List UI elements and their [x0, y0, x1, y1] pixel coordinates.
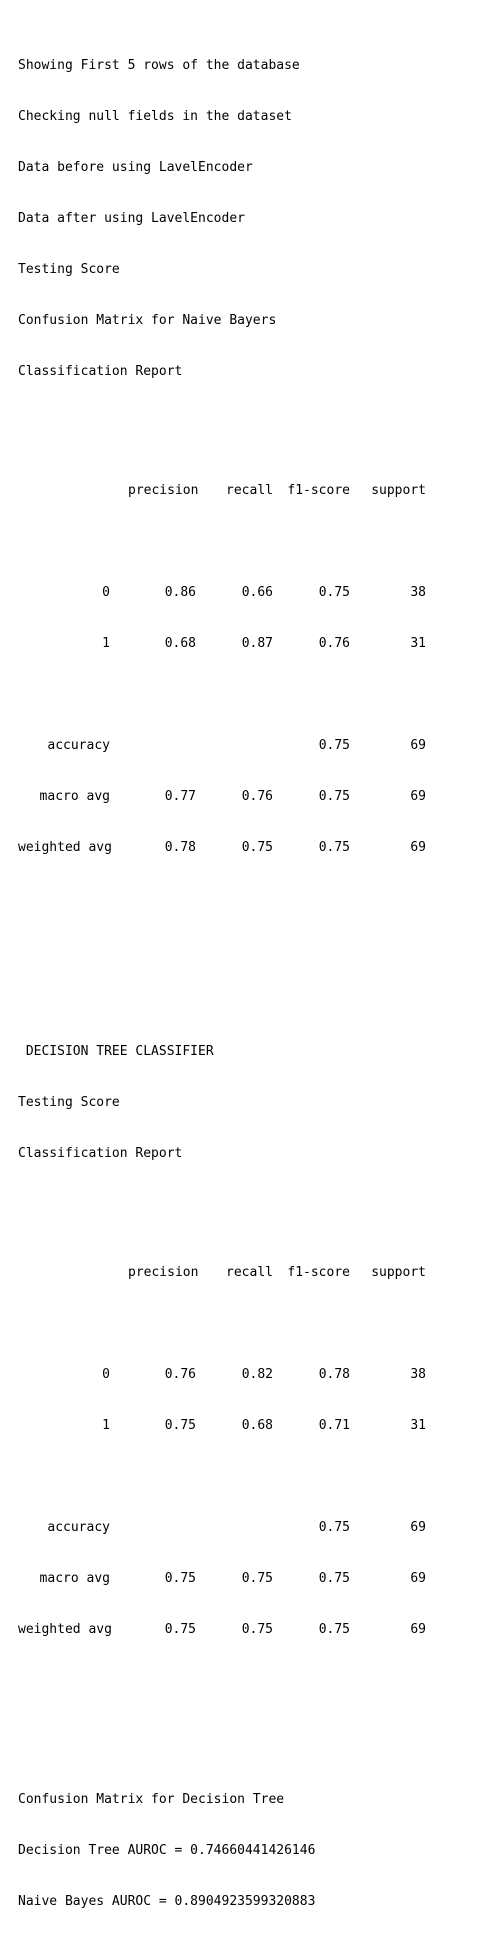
row-precision: 0.86 [164, 585, 196, 600]
row-precision: 0.75 [164, 1571, 196, 1586]
row-precision: 0.68 [164, 636, 196, 651]
output-line-checking-null: Checking null fields in the dataset [18, 109, 292, 124]
output-line-confusion-matrix-nb: Confusion Matrix for Naive Bayers [18, 313, 277, 328]
row-f1-score: 0.75 [318, 1622, 350, 1637]
report-row-class-1 [18, 1417, 502, 1434]
row-label: 1 [102, 636, 110, 651]
report-row-accuracy [18, 1519, 502, 1536]
output-line-testing-score: Testing Score [18, 1095, 120, 1110]
blank-line [18, 533, 502, 550]
report-row-weighted-avg [18, 1621, 502, 1638]
output-line-classification-report: Classification Report [18, 1146, 183, 1161]
output-line-confusion-matrix-dt: Confusion Matrix for Decision Tree [18, 1792, 285, 1807]
row-recall: 0.75 [241, 1571, 273, 1586]
header-support: support [371, 1265, 426, 1280]
blank-line [18, 1468, 502, 1485]
row-label: macro avg [39, 789, 110, 804]
row-f1-score: 0.75 [318, 789, 350, 804]
header-support: support [371, 483, 426, 498]
output-line-classification-report: Classification Report [18, 364, 183, 379]
naive-bayes-report [18, 448, 502, 890]
row-recall: 0.75 [241, 1622, 273, 1637]
row-support: 38 [410, 585, 426, 600]
header-recall: recall [226, 1265, 273, 1280]
blank-line [18, 686, 502, 703]
report-row-class-0 [18, 1366, 502, 1383]
header-recall: recall [226, 483, 273, 498]
row-f1-score: 0.75 [318, 840, 350, 855]
row-recall: 0.66 [241, 585, 273, 600]
row-label: 0 [102, 585, 110, 600]
row-recall: 0.68 [241, 1418, 273, 1433]
row-support: 69 [410, 1571, 426, 1586]
row-label: weighted avg [18, 840, 112, 855]
report-row-accuracy [18, 737, 502, 754]
row-label: 1 [102, 1418, 110, 1433]
output-line-decision-tree-header: DECISION TREE CLASSIFIER [18, 1044, 214, 1059]
output-line-testing-score: Testing Score [18, 262, 120, 277]
row-f1-score: 0.75 [318, 738, 350, 753]
row-support: 69 [410, 789, 426, 804]
header-f1-score: f1-score [287, 1265, 350, 1280]
decision-tree-report [18, 1230, 502, 1672]
row-support: 69 [410, 840, 426, 855]
row-precision: 0.75 [164, 1622, 196, 1637]
row-label: accuracy [47, 1520, 110, 1535]
report-row-class-1 [18, 635, 502, 652]
report-row-macro-avg [18, 1570, 502, 1587]
row-f1-score: 0.75 [318, 1571, 350, 1586]
row-label: accuracy [47, 738, 110, 753]
row-precision: 0.76 [164, 1367, 196, 1382]
row-f1-score: 0.78 [318, 1367, 350, 1382]
report-row-macro-avg [18, 788, 502, 805]
report-row-weighted-avg [18, 839, 502, 856]
output-line-data-before: Data before using LavelEncoder [18, 160, 253, 175]
header-f1-score: f1-score [287, 483, 350, 498]
blank-line [18, 1723, 502, 1740]
row-support: 31 [410, 636, 426, 651]
report-row-class-0 [18, 584, 502, 601]
row-f1-score: 0.76 [318, 636, 350, 651]
blank-gap [18, 941, 502, 992]
row-f1-score: 0.71 [318, 1418, 350, 1433]
row-recall: 0.76 [241, 789, 273, 804]
row-precision: 0.75 [164, 1418, 196, 1433]
row-recall: 0.82 [241, 1367, 273, 1382]
row-recall: 0.75 [241, 840, 273, 855]
row-precision: 0.77 [164, 789, 196, 804]
row-f1-score: 0.75 [318, 1520, 350, 1535]
output-line-naive-bayes-auroc: Naive Bayes AUROC = 0.8904923599320883 [18, 1894, 316, 1909]
output-line-showing-rows: Showing First 5 rows of the database [18, 58, 300, 73]
report-header-row [18, 482, 502, 499]
row-support: 38 [410, 1367, 426, 1382]
row-label: 0 [102, 1367, 110, 1382]
row-label: macro avg [39, 1571, 110, 1586]
report-header-row [18, 1264, 502, 1281]
row-support: 69 [410, 738, 426, 753]
row-support: 69 [410, 1520, 426, 1535]
row-support: 31 [410, 1418, 426, 1433]
header-precision: precision [128, 483, 199, 498]
header-precision: precision [128, 1265, 199, 1280]
output-line-decision-tree-auroc: Decision Tree AUROC = 0.74660441426146 [18, 1843, 316, 1858]
row-f1-score: 0.75 [318, 585, 350, 600]
output-line-data-after: Data after using LavelEncoder [18, 211, 245, 226]
row-recall: 0.87 [241, 636, 273, 651]
row-label: weighted avg [18, 1622, 112, 1637]
row-precision: 0.78 [164, 840, 196, 855]
row-support: 69 [410, 1622, 426, 1637]
blank-line [18, 1315, 502, 1332]
